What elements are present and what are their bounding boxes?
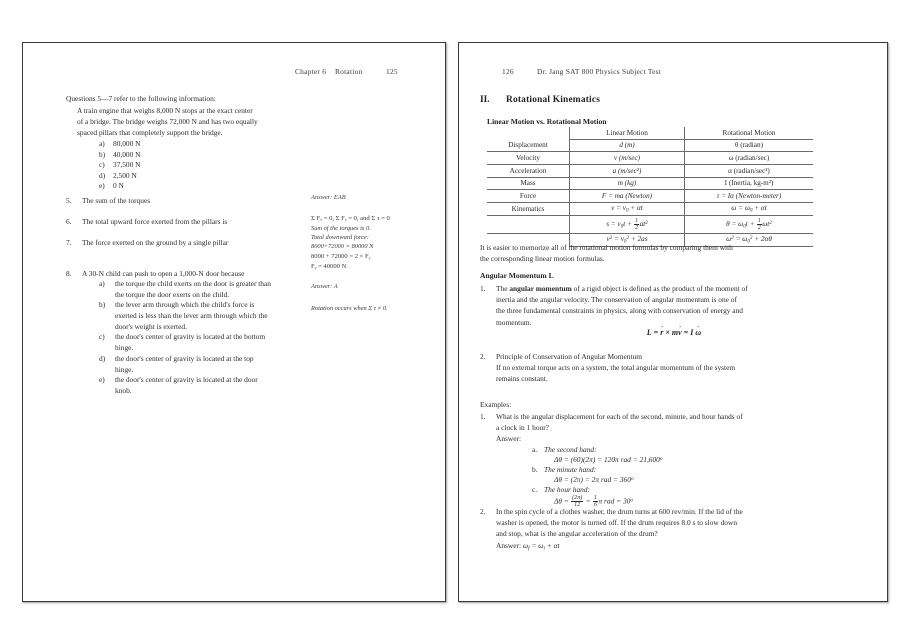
question-8-choice-d-line-1: the door's center of gravity is located at the top xyxy=(115,353,254,363)
example-2-line-3: and stop, what is the angular acceleration of the drum? xyxy=(496,529,658,539)
example-2-line-2: washer is opened, the motor is turned off. If the drum requires 8.0 s to slow down xyxy=(496,518,738,528)
table-row xyxy=(487,139,813,152)
table-row-label: Acceleration xyxy=(487,165,570,178)
linear-vs-rotational-table xyxy=(487,127,813,247)
section-title: Rotational Kinematics xyxy=(506,95,601,105)
angular-momentum-item-2-line-2: remains constant. xyxy=(496,374,548,384)
answer-column-work-line-5: 8000 + 72000 = 2 × Fᵧ xyxy=(311,252,371,260)
angular-momentum-item-1-line-4: momentum. xyxy=(496,317,532,327)
question-8-choice-b-line-3: door's weight is exerted. xyxy=(115,321,187,331)
intro-lead: Questions 5—7 refer to the following information: xyxy=(66,94,216,103)
example-1-part-c-title: The hour hand: xyxy=(544,485,590,494)
question-8-choice-e-letter: e) xyxy=(99,375,105,385)
intro-choice-b-letter: b) xyxy=(99,149,106,159)
left-page-header-chapter: Chapter 6 xyxy=(295,67,327,76)
table-row-label: Mass xyxy=(487,177,570,190)
question-8-choice-e xyxy=(99,375,339,396)
answer-column-work-line-2: Sum of the torques is 0. xyxy=(311,224,371,232)
answer-column-answer-1: Answer: EAB xyxy=(311,194,346,201)
answer-column-answer-2: Answer: A xyxy=(311,283,338,290)
question-8-stem: A 30-N child can push to open a 1,000-N door because xyxy=(82,269,245,278)
question-8-choice-list xyxy=(99,279,339,397)
question-8-choice-d-letter: d) xyxy=(99,353,106,363)
table-cell-linear: $v = v_0 + \alpha t$ xyxy=(611,204,643,214)
question-8-choice-c-letter: c) xyxy=(99,332,105,342)
question-8-choice-a-letter: a) xyxy=(99,279,105,288)
angular-momentum-item-1-line-3: the three fundamental constraints in physics, along with conservation of energy and xyxy=(496,306,743,316)
angular-momentum-item-1-number: 1. xyxy=(480,284,486,293)
angular-momentum-item-2-line-1: If no external torque acts on a system, the total angular momentum of the system xyxy=(496,363,736,373)
example-1-part-a-letter: a. xyxy=(532,445,538,454)
table-cell-linear: $s = v_0t$ + $\frac{1}{2}$ $at^2$ xyxy=(606,217,648,231)
question-8-choice-b-line-1: the lever arm through which the child's force is xyxy=(115,300,255,310)
table-row xyxy=(487,203,813,216)
after-table-line-2: the corresponding linear motion formulas. xyxy=(480,254,605,264)
table-cell-linear: a (m/sec²) xyxy=(612,166,642,175)
intro-choice-a-letter: a) xyxy=(99,139,105,148)
question-8-choice-c-line-1: the door's center of gravity is located at the bottom xyxy=(115,332,266,342)
example-1-part-b-title: The minute hand: xyxy=(544,465,597,474)
intro-choice-e-letter: e) xyxy=(99,181,105,191)
table-cell-linear: m (kg) xyxy=(617,179,637,188)
table-row xyxy=(487,152,813,165)
table-cell-linear: d (m) xyxy=(619,141,635,150)
table-cell-rotational: $\omega = \omega_0 + \alpha t$ xyxy=(731,204,767,214)
table-cell-linear: $v^2 = v_0^2 + 2as$ xyxy=(606,235,648,245)
question-8-number: 8. xyxy=(66,269,72,278)
example-1-answer-label: Answer: xyxy=(496,434,522,444)
question-8-choice-b-line-2: exerted is less than the lever arm through which the xyxy=(115,311,268,321)
table-cell-rotational: $\omega^2 = \omega_0^2 + 2\alpha\theta$ xyxy=(726,235,772,245)
table-cell-linear: F = ma (Newton) xyxy=(601,192,653,201)
example-1-part-c-equation: Δθ = $\frac{(2\pi)}{12}$ = $\frac{1}{6}$ π rad = $30^o$ xyxy=(554,495,634,509)
table-cell-rotational: τ = Iα (Newton-meter) xyxy=(716,192,782,201)
intro-choice-d-letter: d) xyxy=(99,170,106,180)
examples-heading: Examples: xyxy=(480,400,512,409)
question-8-choice-b-letter: b) xyxy=(99,300,106,310)
question-8-choice-a-line-2: the torque the door exerts on the child. xyxy=(115,289,230,299)
example-1-number: 1. xyxy=(480,412,486,421)
table-cell-rotational: $\theta = \omega_0t$ + $\frac{1}{2}$ $\omega t^2$ xyxy=(726,217,772,231)
example-1-line-1: What is the angular displacement for each of the second, minute, and hour hands of xyxy=(496,412,743,421)
question-8-choice-a xyxy=(99,279,339,300)
question-6-number: 6. xyxy=(66,217,72,226)
right-page xyxy=(458,42,888,602)
table-row-label: Displacement xyxy=(487,139,570,152)
question-5-text: The sum of the torques xyxy=(82,196,151,205)
after-table-line-1: It is easier to memorize all of the rotational motion formulas by comparing them with xyxy=(480,243,733,252)
angular-momentum-item-1-line-1: The angular momentum of a rigid object is defined as the product of the moment of xyxy=(496,284,748,293)
table-cell-rotational: θ (radian) xyxy=(735,141,763,150)
answer-column-work-line-1: Σ Fₓ = 0, Σ Fᵧ = 0, and Σ τ = 0 xyxy=(311,215,390,222)
question-8-choice-d xyxy=(99,354,339,375)
angular-momentum-bold-phrase: angular momentum xyxy=(509,284,572,293)
after-table-paragraph xyxy=(480,242,733,264)
intro-choice-e-text: 0 N xyxy=(113,181,124,191)
example-1-part-b-equation: Δθ = (2π) = 2π rad = $360^o$ xyxy=(554,475,634,484)
question-8-choice-c-line-2: hinge. xyxy=(115,343,134,353)
table-header-row xyxy=(487,127,813,139)
angular-momentum-item-1-line-2: inertia and the angular velocity. The conservation of angular momentum is one of xyxy=(496,295,737,305)
example-2-number: 2. xyxy=(480,507,486,516)
table-row-label xyxy=(487,216,570,234)
table-cell-rotational: I (Inertia, kg-m²) xyxy=(724,179,774,188)
question-6-text: The total upward force exerted from the pillars is xyxy=(82,217,228,226)
example-1-line-2: a clock in 1 hour? xyxy=(496,423,549,433)
left-page xyxy=(22,42,446,602)
intro-paragraph-line-1: A train engine that weighs 8,000 N stops at the exact center xyxy=(77,106,253,115)
example-2-line-1: In the spin cycle of a clothes washer, the drum turns at 600 rev/min. If the lid of the xyxy=(496,507,743,516)
question-7-text: The force exerted on the ground by a single pillar xyxy=(82,238,229,247)
table-col-header-0 xyxy=(487,127,570,139)
table-row-label: Kinematics xyxy=(487,203,570,216)
left-page-number: 125 xyxy=(386,67,398,76)
example-1-part-b-letter: b. xyxy=(532,465,538,474)
angular-momentum-heading: Angular Momentum L xyxy=(480,271,554,280)
angular-momentum-item-2-title: Principle of Conservation of Angular Momentum xyxy=(496,352,642,361)
table-cell-linear: v (m/sec) xyxy=(613,153,641,162)
table-col-header-2: Rotational Motion xyxy=(685,127,814,139)
intro-choice-d-text: 2,500 N xyxy=(113,170,137,180)
angular-momentum-item-2-number: 2. xyxy=(480,352,486,361)
intro-paragraph-line-3: spaced pillars that completely support the bridge. xyxy=(77,128,223,138)
section-numeral: II. xyxy=(480,95,490,105)
example-1-part-a-equation: Δθ = (60)(2π) = 120π rad = $21,600^o$ xyxy=(554,455,663,464)
question-7-number: 7. xyxy=(66,238,72,247)
question-8-choice-e-line-1: the door's center of gravity is located at the door xyxy=(115,375,258,385)
question-8-choice-e-line-2: knob. xyxy=(115,385,132,395)
table-row-label: Velocity xyxy=(487,152,570,165)
left-page-header-title: Rotation xyxy=(335,67,363,76)
answer-column-note: Rotation occurs when Σ τ ≠ 0. xyxy=(311,305,388,312)
intro-paragraph xyxy=(77,105,258,139)
table-title: Linear Motion vs. Rotational Motion xyxy=(487,117,607,126)
example-1-part-c-letter: c. xyxy=(532,485,538,494)
answer-column-work-line-6: Fᵧ = 40000 N xyxy=(311,262,347,270)
intro-choice-c-letter: c) xyxy=(99,160,105,170)
answer-column-work-line-3: Total downward force: xyxy=(311,233,369,241)
intro-paragraph-line-2: of a bridge. The bridge weighs 72,000 N and has two equally xyxy=(77,117,258,127)
table-row-label: Force xyxy=(487,190,570,203)
example-2-answer-line: Answer: $\omega_f = \omega_i + \alpha t$ xyxy=(496,540,560,552)
question-8-choice-a-line-1: the torque the child exerts on the door is greater than xyxy=(115,279,271,288)
question-8-choice-b xyxy=(99,300,339,332)
table-row xyxy=(487,165,813,178)
question-8-choice-d-line-2: hinge. xyxy=(115,364,134,374)
right-page-number: 126 xyxy=(502,67,514,76)
table-row xyxy=(487,177,813,190)
example-1-part-a-title: The second hand: xyxy=(544,445,597,454)
table-col-header-1: Linear Motion xyxy=(570,127,685,139)
question-8-choice-c xyxy=(99,332,339,353)
question-5-number: 5. xyxy=(66,196,72,205)
intro-choice-b-text: 40,000 N xyxy=(113,149,141,159)
right-page-header-title: Dr. Jang SAT 800 Physics Subject Test xyxy=(537,67,662,76)
angular-momentum-formula: L = r → × mv → = I ω → xyxy=(459,328,888,338)
intro-choice-a-text: 80,000 N xyxy=(113,139,141,148)
table-row xyxy=(487,216,813,234)
table-cell-rotational: ω (radian/sec) xyxy=(728,153,770,162)
answer-column-work-line-4: 8000+72000 = 80000 N xyxy=(311,242,374,250)
table-row xyxy=(487,190,813,203)
table-cell-rotational: α (radian/sec²) xyxy=(728,166,770,175)
intro-choice-c-text: 37,500 N xyxy=(113,160,141,170)
